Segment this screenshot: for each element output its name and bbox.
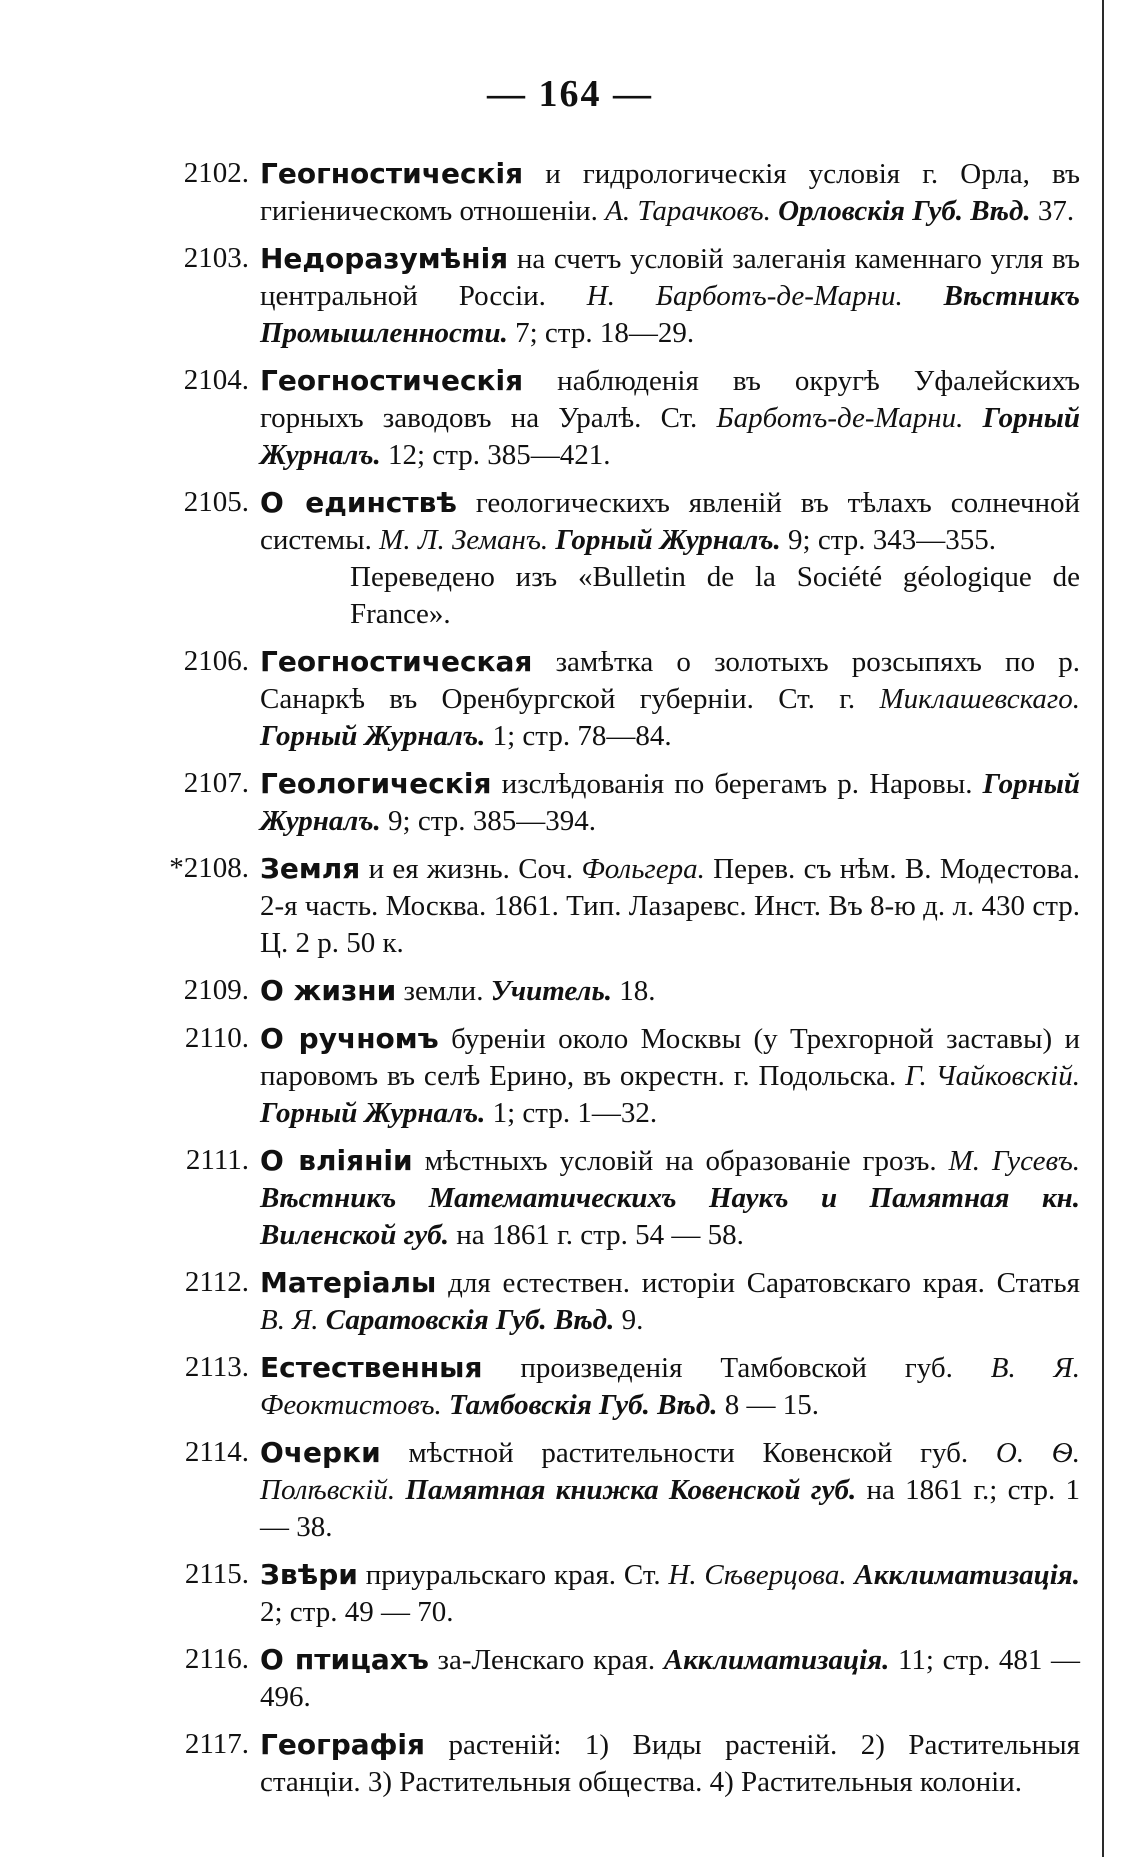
entry-number: 2109. <box>183 974 249 1006</box>
bibliography-entry <box>150 484 1080 633</box>
bibliography-entry <box>150 1726 1080 1801</box>
entry-description: растеній: 1) Виды растеній. 2) Растительныя станціи. 3) Растительныя общества. 4) Растительныя колоніи. <box>260 1729 1080 1798</box>
entry-note: Переведено изъ «Bulletin de la Société géologique de France». <box>350 561 1080 630</box>
entry-author: Фольгера. <box>581 853 705 885</box>
entry-source: Горный Журналъ. <box>260 1097 486 1129</box>
entry-title: Матеріалы <box>260 1266 437 1299</box>
entry-number: 2114. <box>184 1436 249 1468</box>
entry-description: мѣстной растительности Ковенской губ. <box>380 1437 996 1469</box>
entry-source: Акклиматизація. <box>663 1644 890 1676</box>
entry-number: 2116. <box>184 1643 249 1675</box>
entry-description: произведенія Тамбовской губ. <box>482 1352 991 1384</box>
entry-details: 1; стр. 1—32. <box>485 1097 658 1129</box>
entry-author: М. Л. Земанъ. <box>379 524 549 556</box>
entry-description: изслѣдованія по берегамъ р. Наровы. <box>491 768 983 800</box>
entry-description: приуральскаго края. Ст. <box>357 1559 669 1591</box>
entry-title: Геогностическія <box>260 364 524 397</box>
entry-description: земли. <box>396 975 491 1007</box>
entry-author: В. Я. Феоктистовъ. <box>260 1352 1080 1421</box>
entry-description: геологическихъ явленій въ тѣлахъ солнечной системы. <box>260 487 1080 556</box>
page-edge-line <box>1102 0 1104 1857</box>
bibliography-entry <box>150 972 1080 1010</box>
entry-details: на 1861 г. стр. 54 — 58. <box>448 1219 744 1251</box>
entry-details: Перев. съ нѣм. В. Модестова. 2-я часть. Москва. 1861. Тип. Лазаревс. Инст. Въ 8-ю д. л. 430 стр. Ц. 2 р. 50 к. <box>260 853 1080 959</box>
entry-title: Звѣри <box>260 1558 358 1591</box>
entry-description: и ея жизнь. Соч. <box>360 853 582 885</box>
entry-source: Горный Журналъ. <box>548 524 781 556</box>
entry-title: Географія <box>260 1728 425 1761</box>
entry-author: В. Я. <box>260 1304 319 1336</box>
entry-source: Учитель. <box>490 975 612 1007</box>
bibliography-entry <box>150 850 1080 962</box>
entry-details: 2; стр. 49 — 70. <box>260 1596 454 1628</box>
entry-title: О единствѣ <box>260 486 457 519</box>
entry-details: 18. <box>611 975 656 1007</box>
entry-author: Н. Барботъ-де-Марни. <box>586 280 903 312</box>
entry-author: М. Гусевъ. <box>948 1145 1081 1177</box>
entry-author: Барботъ-де-Марни. <box>716 402 964 434</box>
entry-title: Геогностическая <box>260 645 533 678</box>
entry-number: 2113. <box>184 1351 249 1383</box>
entry-details: 9. <box>614 1304 644 1336</box>
entry-title: Геогностическія <box>260 157 524 190</box>
entry-title: Геологическія <box>260 767 492 800</box>
entry-number: 2112. <box>184 1266 249 1298</box>
entry-source: Орловскія Губ. Вѣд. <box>770 195 1031 227</box>
entry-title: О птицахъ <box>260 1643 429 1676</box>
entry-number: 2115. <box>184 1558 249 1590</box>
entry-description: за-Ленскаго края. <box>428 1644 664 1676</box>
entry-title: Очерки <box>260 1436 381 1469</box>
entry-title: О вліяніи <box>260 1144 413 1177</box>
entry-number: 2111. <box>185 1144 249 1176</box>
entry-author: Г. Чайковскій. <box>905 1060 1080 1092</box>
entry-source: Акклиматизація. <box>846 1559 1080 1591</box>
entry-description: буреніи около Москвы (у Трехгорной заставы) и паровомъ въ селѣ Ерино, въ окрестн. г. Подольска. <box>260 1023 1080 1092</box>
bibliography-entry <box>150 1434 1080 1546</box>
entry-number: 2107. <box>183 767 249 799</box>
entry-source: Горный Журналъ. <box>260 720 486 752</box>
entry-source: Тамбовскія Губ. Вѣд. <box>441 1389 718 1421</box>
bibliography-entry <box>150 1142 1080 1254</box>
entry-number: 2103. <box>183 242 249 274</box>
bibliography-entry <box>150 1020 1080 1132</box>
entry-description: замѣтка о золотыхъ розсыпяхъ по р. Санаркѣ въ Оренбургской губерніи. Ст. г. <box>260 646 1080 715</box>
entry-author: А. Тарачковъ. <box>605 195 771 227</box>
bibliography-list <box>150 155 1080 1811</box>
entry-author: О. Ѳ. Полѣвскій. <box>260 1437 1080 1506</box>
bibliography-entry <box>150 1641 1080 1716</box>
entry-author: Н. Сѣверцова. <box>668 1559 847 1591</box>
entry-details: 11; стр. 481 — 496. <box>260 1644 1081 1713</box>
entry-title: Недоразумѣнія <box>260 242 509 275</box>
bibliography-entry <box>150 1349 1080 1424</box>
entry-title: Естественныя <box>260 1351 483 1384</box>
entry-source: Памятная книжка Ковенской губ. <box>395 1474 857 1506</box>
entry-title: О ручномъ <box>260 1022 439 1055</box>
entry-source: Вѣстникъ Математическихъ Наукъ и Памятная кн. Виленской губ. <box>260 1182 1080 1251</box>
entry-number: 2110. <box>184 1022 249 1054</box>
entry-details: на 1861 г.; стр. 1 — 38. <box>260 1474 1080 1543</box>
entry-details: 37. <box>1030 195 1075 227</box>
entry-description: мѣстныхъ условій на образованіе грозъ. <box>412 1145 949 1177</box>
entry-source: Вѣстникъ Промышленности. <box>260 280 1080 349</box>
entry-number: 2104. <box>183 364 249 396</box>
entry-number: 2117. <box>184 1728 249 1760</box>
entry-title: Земля <box>260 852 361 885</box>
entry-details: 12; стр. 385—421. <box>380 439 611 471</box>
bibliography-entry <box>150 362 1080 474</box>
entry-details: 7; стр. 18—29. <box>507 317 695 349</box>
page-number: — 164 — <box>487 73 653 115</box>
entry-source: Саратовскія Губ. Вѣд. <box>318 1304 615 1336</box>
bibliography-entry <box>150 643 1080 755</box>
entry-description: и гидрологическія условія г. Орла, въ гигіеническомъ отношеніи. <box>260 158 1080 227</box>
bibliography-entry <box>150 1264 1080 1339</box>
entry-number: 2105. <box>183 486 249 518</box>
entry-description: наблюденія въ округѣ Уфалейскихъ горныхъ заводовъ на Уралѣ. Ст. <box>260 365 1080 434</box>
entry-number: *2108. <box>169 852 249 884</box>
entry-description: на счетъ условій залеганія каменнаго угля въ центральной Россіи. <box>260 243 1080 312</box>
entry-author: Миклашевскаго. <box>879 683 1080 715</box>
entry-source: Горный Журналъ. <box>260 402 1080 471</box>
bibliography-entry <box>150 765 1080 840</box>
bibliography-entry <box>150 155 1080 230</box>
entry-details: 8 — 15. <box>717 1389 819 1421</box>
entry-description: для естествен. исторіи Саратовскаго края. Статья <box>436 1267 1080 1299</box>
entry-number: 2102. <box>183 157 249 189</box>
entry-details: 1; стр. 78—84. <box>485 720 672 752</box>
bibliography-entry <box>150 1556 1080 1631</box>
entry-details: 9; стр. 385—394. <box>380 805 596 837</box>
entry-number: 2106. <box>183 645 249 677</box>
bibliography-entry <box>150 240 1080 352</box>
entry-title: О жизни <box>260 974 397 1007</box>
entry-source: Горный Журналъ. <box>260 768 1080 837</box>
entry-details: 9; стр. 343—355. <box>780 524 997 556</box>
